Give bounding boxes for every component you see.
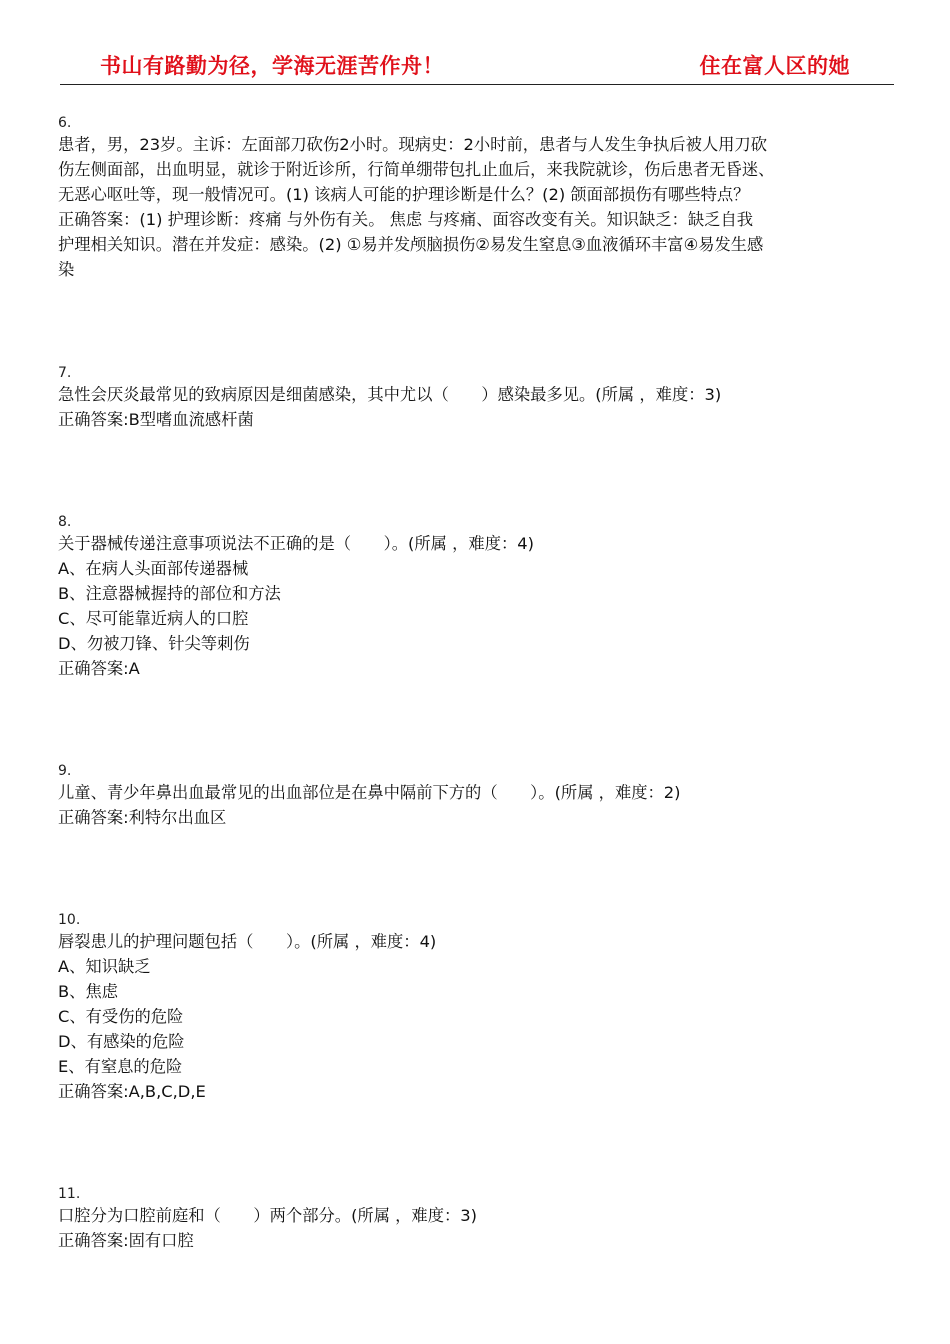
question-11 — [58, 1185, 898, 1253]
answer-text-line: 护理相关知识。潜在并发症：感染。(2) ①易并发颅脑损伤②易发生窒息③血液循环丰富④易发生感 — [58, 235, 764, 254]
question-text-line: 无恶心呕吐等，现一般情况可。(1) 该病人可能的护理诊断是什么？(2) 颌面部损伤有哪些特点？ — [58, 185, 750, 204]
question-10 — [58, 911, 898, 1104]
answer-text-line: 正确答案：(1) 护理诊断：疼痛 与外伤有关。 焦虑 与疼痛、面容改变有关。知识缺乏：缺乏自我 — [58, 210, 754, 229]
question-number: 6. — [58, 115, 72, 131]
header-author: 住在富人区的她 — [699, 53, 850, 78]
option-a: A、在病人头面部传递器械 — [58, 559, 249, 578]
answer-text-line: 染 — [58, 260, 75, 279]
option-c: C、有受伤的危险 — [58, 1007, 184, 1026]
question-9 — [58, 762, 898, 830]
question-6 — [58, 114, 898, 282]
question-text-line: 伤左侧面部，出血明显，就诊于附近诊所，行简单绷带包扎止血后，来我院就诊，伤后患者无昏迷、 — [58, 160, 775, 179]
header-slogan: 书山有路勤为径，学海无涯苦作舟！ — [100, 53, 444, 78]
correct-answer: 正确答案:固有口腔 — [58, 1231, 194, 1250]
question-text-line: 患者，男，23岁。主诉：左面部刀砍伤2小时。现病史：2小时前，患者与人发生争执后被人用刀砍 — [58, 135, 767, 154]
option-b: B、注意器械握持的部位和方法 — [58, 584, 281, 603]
page-header — [60, 44, 894, 85]
correct-answer: 正确答案:B型嗜血流感杆菌 — [58, 410, 254, 429]
question-number: 7. — [58, 365, 72, 381]
question-number: 8. — [58, 514, 72, 530]
option-b: B、焦虑 — [58, 982, 119, 1001]
question-number: 9. — [58, 763, 72, 779]
question-8 — [58, 513, 898, 681]
correct-answer: 正确答案:利特尔出血区 — [58, 808, 227, 827]
option-a: A、知识缺乏 — [58, 957, 151, 976]
question-text: 口腔分为口腔前庭和（ ）两个部分。(所属 ，难度：3) — [58, 1206, 477, 1225]
question-text: 唇裂患儿的护理问题包括（ ）。(所属 ，难度：4) — [58, 932, 437, 951]
question-number: 10. — [58, 912, 81, 928]
option-d: D、有感染的危险 — [58, 1032, 185, 1051]
option-d: D、勿被刀锋、针尖等刺伤 — [58, 634, 250, 653]
question-text: 儿童、青少年鼻出血最常见的出血部位是在鼻中隔前下方的（ ）。(所属 ，难度：2) — [58, 783, 681, 802]
question-text: 急性会厌炎最常见的致病原因是细菌感染，其中尤以（ ）感染最多见。(所属 ，难度：3) — [58, 385, 722, 404]
correct-answer: 正确答案:A — [58, 659, 140, 678]
option-c: C、尽可能靠近病人的口腔 — [58, 609, 249, 628]
question-text: 关于器械传递注意事项说法不正确的是（ ）。(所属 ，难度：4) — [58, 534, 534, 553]
question-7 — [58, 364, 898, 432]
correct-answer: 正确答案:A,B,C,D,E — [58, 1082, 206, 1101]
option-e: E、有窒息的危险 — [58, 1057, 183, 1076]
question-number: 11. — [58, 1186, 81, 1202]
